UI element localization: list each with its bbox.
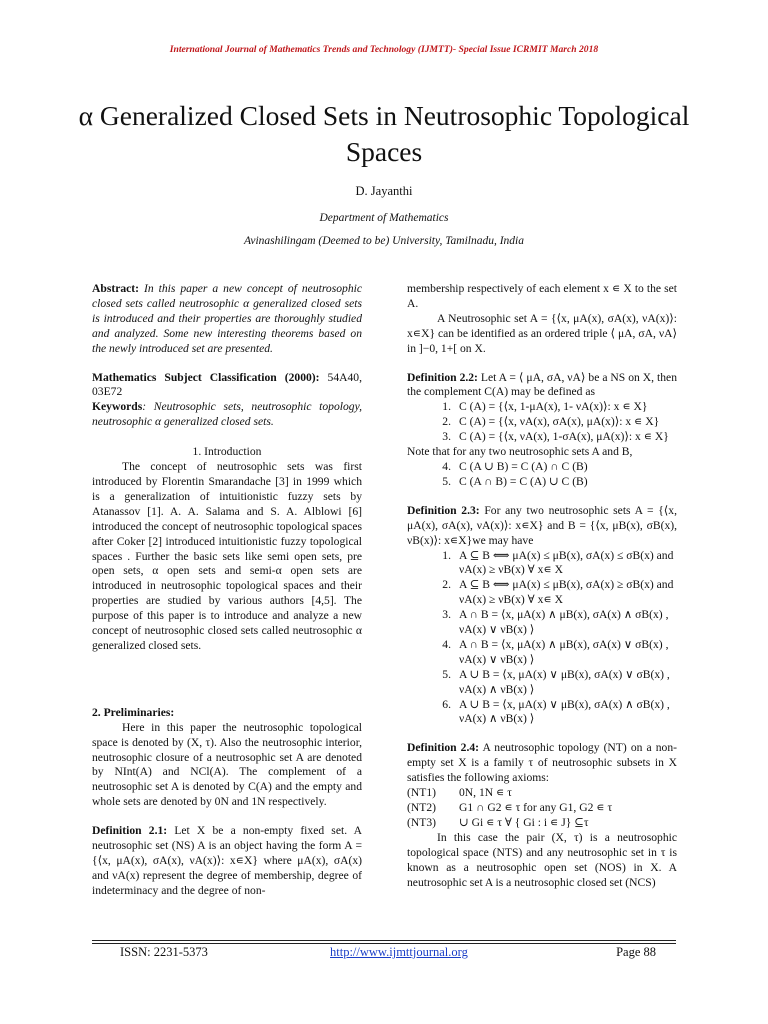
list-item: 6. A ∪ B = ⟨x, μA(x) ∨ μB(x), σA(x) ∧ σB(x) , — [442, 697, 670, 711]
footer-journal-link[interactable]: http://www.ijmttjournal.org — [330, 945, 468, 959]
journal-header: International Journal of Mathematics Trends and Technology (IJMTT)- Special Issue ICRMIT March 2018 — [169, 44, 599, 55]
def23-list — [407, 549, 677, 728]
list-item-continuation: νA(x) ∨ νB(x) ⟩ — [459, 652, 535, 666]
list-item: 4. A ∩ B = ⟨x, μA(x) ∧ μB(x), σA(x) ∨ σB(x) , — [442, 637, 669, 651]
list-item: 5. C (A ∩ B) = C (A) ∪ C (B) — [442, 474, 588, 488]
abstract-label: Abstract: — [92, 282, 140, 295]
list-item: 5. A ∪ B = ⟨x, μA(x) ∨ μB(x), σA(x) ∨ σB(x) , — [442, 667, 670, 681]
definition-2-4 — [407, 741, 677, 786]
note-text: Note that for any two neutrosophic sets A and B, — [407, 445, 633, 459]
list-item: 2. A ⊆ B ⟺ μA(x) ≤ μB(x), σA(x) ≥ σB(x) and — [442, 578, 674, 592]
intro-text: The concept of neutrosophic sets was first introduced by Florentin Smarandache [3] in 1999 which is a generalization of intuitionistic fuzzy sets by Atanassov [1]. A. A. Salama and S. A. Alblowi [6] introduced the concept of neutrosophic topological spaces after Coker [2] introduced intuitionistic fuzzy topological spaces . Further the basic sets like semi open sets, pre open sets, α open sets and semi-α open sets are introduced in neutrosophic topological spaces and their properties are studied by various authors [4,5]. The purpose of this paper is to introduce and analyze a new concept of neutrosophic closed sets called neutrosophic α generalized closed sets. — [92, 460, 362, 652]
def23-text: For any two neutrosophic sets A = {⟨x, μA(x), σA(x), νA(x)⟩: x∊X} and B = {⟨x, μB(x), σB(x), νB(x)⟩: x∊X}we may have — [407, 503, 678, 547]
list-item: 3. A ∩ B = ⟨x, μA(x) ∧ μB(x), σA(x) ∧ σB(x) , — [442, 608, 669, 622]
list-item: 1. A ⊆ B ⟺ μA(x) ≤ μB(x), σA(x) ≤ σB(x) and — [442, 548, 674, 562]
paper-title: α Generalized Closed Sets in Neutrosophic Topological Spaces — [78, 100, 690, 167]
keywords-text: : Neutrosophic sets, neutrosophic topology, neutrosophic α generalized closed sets. — [92, 400, 362, 429]
list-item: 4. C (A ∪ B) = C (A) ∩ C (B) — [442, 459, 588, 473]
abstract — [92, 282, 362, 357]
definition-2-1 — [92, 824, 362, 899]
nts-text: In this case the pair (X, τ) is a neutrosophic topological space (NTS) and any neutrosophic set in τ is known as a neutrosophic open set (NOS) in X. A neutrosophic set A is a neutrosophic closed set (NCS) — [407, 830, 677, 889]
definition-2-3 — [407, 504, 677, 549]
right-column — [407, 282, 677, 890]
list-item-continuation: νA(x) ≥ νB(x) ∀ x∊ X — [459, 563, 563, 577]
list-item: 2. C (A) = {⟨x, νA(x), σA(x), μA(x)⟩: x ∊ X} — [442, 415, 660, 429]
msc-text: 54A40, 03E72 — [92, 370, 362, 399]
def22-text: Let A = ⟨ μA, σA, νA⟩ be a NS on X, then the complement C(A) may be defined as — [407, 370, 677, 399]
def24-label: Definition 2.4: — [407, 741, 480, 755]
axiom-item: (NT1) 0N, 1N ∊ τ — [407, 786, 512, 800]
list-item-continuation: νA(x) ≥ νB(x) ∀ x∊ X — [459, 593, 563, 607]
list-item: 3. C (A) = {⟨x, νA(x), 1-σA(x), μA(x)⟩: x ∊ X} — [442, 430, 669, 444]
msc-label: Mathematics Subject Classification (2000): — [92, 370, 320, 384]
definition-2-2 — [407, 371, 677, 401]
def21-text: Let X be a non-empty fixed set. A neutrosophic set (NS) A is an object having the form A = {⟨x, μA(x), σA(x), νA(x)⟩: x∊X} where μA(x), σA(x) and νA(x) represent the degree of membership, degree of indeterminacy and the degree of non- — [92, 824, 362, 897]
list-item-continuation: νA(x) ∨ νB(x) ⟩ — [459, 623, 535, 637]
def21-label: Definition 2.1: — [92, 824, 168, 838]
author-department: Department of Mathematics — [319, 212, 449, 224]
footer-page-number: Page 88 — [616, 945, 656, 959]
def24-text: A neutrosophic topology (NT) on a non-empty set X is a family τ of neutrosophic subsets in X satisfies the following axioms: — [407, 741, 677, 785]
author-university: Avinashilingam (Deemed to be) University, Tamilnadu, India — [243, 235, 524, 247]
axiom-item: (NT2) G1 ∩ G2 ∊ τ for any G1, G2 ∊ τ — [407, 801, 613, 814]
prelim-text: Here in this paper the neutrosophic topological space is denoted by (X, τ). Also the neutrosophic interior, neutrosophic closure of a neutrosophic set A are denoted by NInt(A) and NCl(A). The complement of a neutrosophic set A is denoted by C(A) and the empty and whole sets are denoted by 0N and 1N respectively. — [92, 720, 362, 809]
ns-definition-text: A Neutrosophic set A = {⟨x, μA(x), σA(x), νA(x)⟩: x∊X} can be identified as an ordered triple ⟨ μA, σA, νA⟩ in ]−0, 1+[ on X. — [407, 311, 677, 355]
def23-label: Definition 2.3: — [407, 503, 480, 517]
note-list — [407, 460, 677, 490]
prelim-heading: 2. Preliminaries: — [92, 705, 175, 719]
msc — [92, 371, 362, 401]
abstract-text: In this paper a new concept of neutrosophic closed sets called neutrosophic α generalized closed sets is introduced and their properties are thoroughly studied and analyzed. Some new interesting theorems based on the newly introduced set are presented. — [92, 282, 362, 355]
left-column — [92, 282, 362, 899]
footer-issn: ISSN: 2231-5373 — [120, 945, 208, 959]
keywords — [92, 400, 362, 430]
axioms-list — [407, 786, 677, 831]
list-item: 1. C (A) = {⟨x, 1-μA(x), 1- νA(x)⟩: x ∊ X} — [442, 400, 648, 414]
intro-heading: 1. Introduction — [192, 445, 262, 459]
def22-list — [407, 400, 677, 445]
membership-continuation: membership respectively of each element x ∊ X to the set A. — [407, 282, 677, 310]
footer-rule — [92, 940, 676, 944]
list-item-continuation: νA(x) ∧ νB(x) ⟩ — [459, 682, 535, 696]
list-item-continuation: νA(x) ∧ νB(x) ⟩ — [459, 712, 535, 726]
axiom-item: (NT3) ∪ Gi ∊ τ ∀ { Gi : i ∊ J} ⊆τ — [407, 815, 589, 829]
keywords-label: Keywords — [92, 400, 143, 414]
def22-label: Definition 2.2: — [407, 370, 478, 384]
author-name: D. Jayanthi — [355, 184, 413, 198]
